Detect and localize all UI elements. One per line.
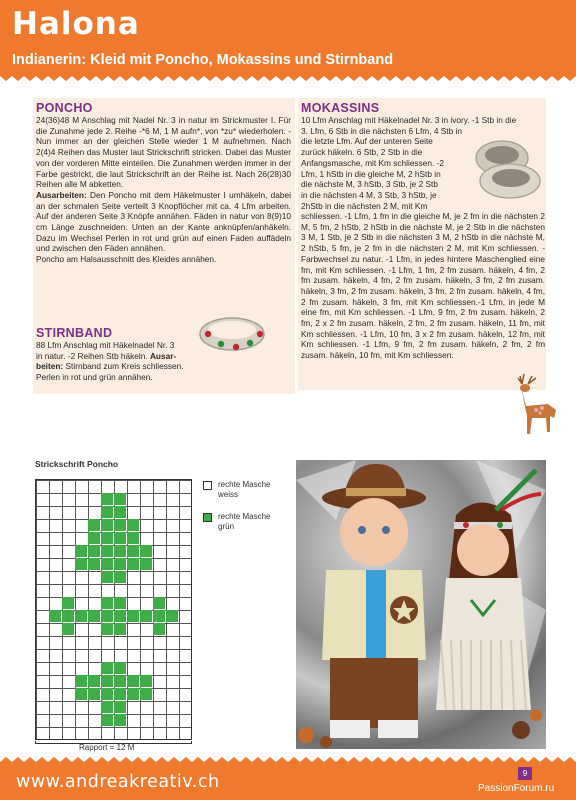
poncho-ausarbeiten-label: Ausarbeiten:: [36, 189, 87, 200]
chart-green-cell: [88, 675, 100, 687]
mokassins-line: 3. Lfm, 6 Stb in die nächsten 6 Lfm, 4 Stb in: [301, 125, 462, 136]
legend-green-swatch: [203, 513, 212, 522]
deer-illustration: [506, 372, 562, 442]
chart-green-cell: [101, 610, 113, 622]
page-number: 9: [518, 767, 532, 780]
chart-green-cell: [88, 519, 100, 531]
mokassins-line: in die nächsten 4 M, 3 Stb, 3 hStb, je: [301, 189, 437, 200]
chart-green-cell: [114, 493, 126, 505]
chart-green-cell: [88, 532, 100, 544]
footer-zigzag-border: [0, 756, 576, 764]
chart-green-cell: [114, 701, 126, 713]
knitting-chart-grid: [35, 479, 192, 740]
chart-green-cell: [114, 597, 126, 609]
chart-green-cell: [49, 610, 61, 622]
stirnband-line-4: Perlen in rot und grün annähen.: [36, 372, 153, 383]
chart-green-cell: [101, 675, 113, 687]
chart-green-cell: [127, 610, 139, 622]
stirnband-line-2a: in natur. -2 Reihen Stb häkeln.: [36, 350, 150, 361]
stirnband-ausarbeiten-label: beiten:: [36, 361, 64, 372]
footer-website-link[interactable]: www.andreakreativ.ch: [16, 772, 220, 792]
chart-green-cell: [127, 558, 139, 570]
mokassins-line: zurück häkeln. 6 Stb, 2 Stb in die: [301, 147, 423, 158]
chart-green-cell: [114, 519, 126, 531]
chart-green-cell: [101, 623, 113, 635]
stirnband-line-2b: Ausar-: [149, 350, 177, 361]
page-title: Halona: [12, 6, 140, 42]
mokassins-line: Lfm, 1 hStb in die gleiche M, 2 hStb in: [301, 168, 441, 179]
moccasins-illustration: [462, 128, 546, 202]
chart-green-cell: [101, 532, 113, 544]
legend-white-line-1: rechte Masche: [218, 480, 271, 489]
chart-green-cell: [88, 688, 100, 700]
chart-green-cell: [114, 532, 126, 544]
chart-green-cell: [114, 675, 126, 687]
dolls-photo-illustration: [296, 460, 546, 749]
chart-green-cell: [101, 662, 113, 674]
mokassins-text-body: schliessen. -1 Lfm, 1 fm in die gleiche M, je 2 fm in die nächsten 2 M, 5 fm, 2 hStb, 2 hStb in die nächste M, je 2 Stb in die nächsten 3 M, 1 Stb, je 2 Stb in die nächsten 3 M, 2 hStb in die nächste M, 2 hStb, 5 fm, je 2 fm in die nächsten 2 M, mit Km schliessen. -Farbwechsel zu natur. -1 Lfm, in jedes hintere Maschenglied eine fm, mit Km schliessen. -1 Lfm, 1 fm, 2 fm zusam. häkeln, 4 fm, 2 fm zusam. häkeln, 4 fm, 2 fm zusam. häkeln, 3 fm, 2 fm zusam. häkeln, 3 fm, 2 fm zusam. häkeln, 3 fm, 2 fm zusam. häkeln, 4 fm, 2 fm zusam. häkeln, 3 fm, mit Km schliessen.-1 Lfm, in jede M eine fm, mit Km schliessen. -1 Lfm, 9 fm, 2 fm zusam. häkeln, 2 fm, 2 x 2 fm zusam. häkeln, 2 fm, 2 fm zusam. häkeln, 11 fm, mit Km schliessen. -1 Lfm, 10 fm, 3 x 2 fm zusam. häkeln, 12 fm, mit Km schliessen. -1 Lfm, 9 fm, 2 fm zusam. häkeln, 2 fm, 2 fm zusam. häkeln, 10 fm, mit Km schliessen.: [301, 211, 545, 361]
chart-green-cell: [127, 688, 139, 700]
page-subtitle: Indianerin: Kleid mit Poncho, Mokassins und Stirnband: [12, 52, 394, 68]
chart-green-cell: [127, 519, 139, 531]
mokassins-line: Anfangsmasche, mit Km schliessen. -2: [301, 157, 444, 168]
chart-green-cell: [62, 623, 74, 635]
chart-green-cell: [88, 545, 100, 557]
chart-green-cell: [75, 688, 87, 700]
chart-green-cell: [75, 675, 87, 687]
header-zigzag-border: [0, 74, 576, 82]
stirnband-line-3: Stirnband zum Kreis schliessen.: [63, 361, 184, 372]
chart-green-cell: [101, 519, 113, 531]
mokassins-heading: MOKASSINS: [301, 101, 380, 115]
chart-green-cell: [140, 675, 152, 687]
poncho-paragraph-2: Den Poncho mit dem Häkelmuster I umhäkeln, dabei an der schmalen Seite verteilt 3 Knopflöcher mit ca. 4 Lfm arbeiten. Auf der anderen Seite 3 Knöpfe annähen. Fäden in natur von 8(9)10 cm Länge zuschneiden. Unten an der Kante anknüpfen/anhäkeln. Dazu im Wechsel Perlen in rot und grün auf einen Faden auffädeln und zwischen den Fäden annähen.: [36, 189, 291, 254]
chart-green-cell: [114, 714, 126, 726]
mokassins-line: die letzte Lfm. Auf der unteren Seite: [301, 136, 433, 147]
chart-green-cell: [101, 597, 113, 609]
chart-green-cell: [114, 571, 126, 583]
header-banner: [0, 0, 576, 74]
chart-green-cell: [114, 506, 126, 518]
poncho-text: [36, 115, 291, 265]
chart-green-cell: [140, 558, 152, 570]
chart-green-cell: [114, 662, 126, 674]
chart-green-cell: [101, 571, 113, 583]
legend-green-label: [218, 512, 270, 531]
chart-green-cell: [127, 545, 139, 557]
chart-green-cell: [114, 610, 126, 622]
chart-green-cell: [153, 597, 165, 609]
chart-title: Strickschrift Poncho: [35, 459, 119, 469]
stirnband-heading: STIRNBAND: [36, 326, 113, 340]
chart-green-cell: [88, 610, 100, 622]
legend-green-line-2: grün: [218, 521, 235, 531]
chart-rapport-label: Rapport = 12 M: [79, 743, 135, 752]
poncho-paragraph-3: Poncho am Halsausschnitt des Kleides annähen.: [36, 254, 217, 265]
legend-white-swatch: [203, 481, 212, 490]
chart-green-cell: [62, 597, 74, 609]
chart-green-cell: [101, 493, 113, 505]
chart-green-cell: [127, 532, 139, 544]
watermark-forum: PassionForum.ru: [478, 783, 555, 794]
chart-green-cell: [75, 610, 87, 622]
chart-green-cell: [101, 701, 113, 713]
chart-green-cell: [101, 506, 113, 518]
chart-green-cell: [101, 558, 113, 570]
chart-green-cell: [101, 545, 113, 557]
chart-green-cell: [153, 610, 165, 622]
chart-green-cell: [166, 610, 178, 622]
headband-illustration: [196, 306, 268, 360]
dolls-photo: [296, 460, 546, 749]
chart-green-cell: [101, 714, 113, 726]
chart-green-cell: [114, 688, 126, 700]
legend-white-line-2: weiss: [218, 489, 239, 499]
mokassins-line: 2hStb in die nächsten 2 M, mit Km: [301, 200, 428, 211]
chart-green-cell: [140, 545, 152, 557]
chart-green-cell: [114, 558, 126, 570]
chart-green-cell: [114, 623, 126, 635]
legend-white-label: [218, 480, 270, 499]
footer-banner: [0, 764, 576, 800]
chart-green-cell: [75, 558, 87, 570]
chart-green-cell: [75, 545, 87, 557]
stirnband-line-1: 88 Lfm Anschlag mit Häkelnadel Nr. 3: [36, 340, 175, 350]
rapport-bracket: [35, 741, 192, 744]
chart-green-cell: [62, 610, 74, 622]
chart-green-cell: [101, 688, 113, 700]
mokassins-line: 10 Lfm Anschlag mit Häkelnadel Nr. 3 in ivory. -1 Stb in die: [301, 115, 517, 125]
chart-green-cell: [127, 675, 139, 687]
mokassins-line: die nächste M, 3 hStb, 3 Stb, je 2 Stb: [301, 179, 438, 190]
chart-green-cell: [140, 688, 152, 700]
chart-green-cell: [114, 545, 126, 557]
chart-green-cell: [140, 610, 152, 622]
poncho-paragraph-1: 24(36)48 M Anschlag mit Nadel Nr. 3 in natur im Strickmuster I. Für die Zunahme jede 2. Reihe -*6 M, 1 M aufn*, von *zu* wiederholen. -Nun immer an der gleichen Stelle wieder 1 M aufnehmen. Nach 2(4)4 Reihen das Muster laut Strickschrift stricken. Dabei das Muster von der vorderen Mitte einteilen. Die Zunahmen werden immer in der Farbe gestrickt, die laut Strickschrift an der Reihe ist. Nach 26(28)30 Reihen alle M abketten.: [36, 115, 291, 190]
poncho-heading: PONCHO: [36, 101, 93, 115]
legend-green-line-1: rechte Masche: [218, 512, 271, 521]
chart-green-cell: [88, 558, 100, 570]
chart-green-cell: [153, 623, 165, 635]
stirnband-text: [36, 340, 201, 383]
